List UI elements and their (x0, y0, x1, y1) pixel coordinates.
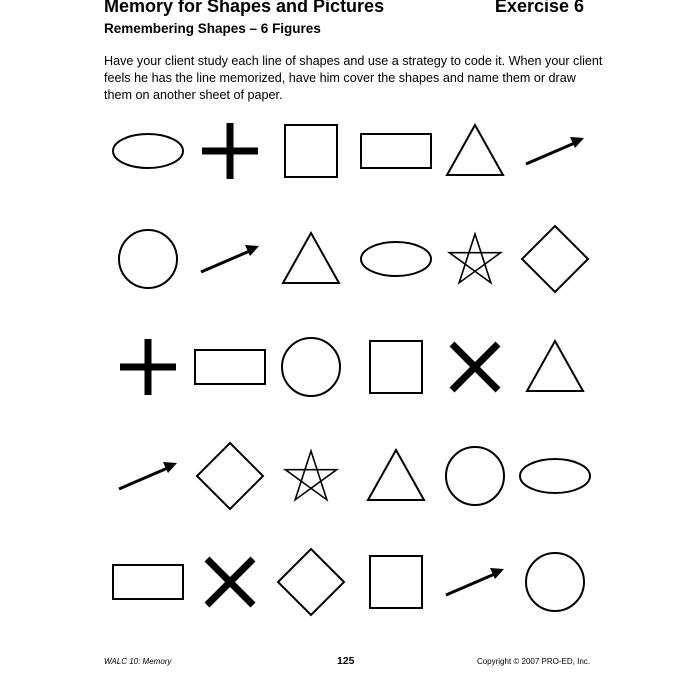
square-shape (356, 327, 436, 407)
page-number: 125 (337, 655, 355, 667)
exercise-label: Exercise 6 (494, 0, 584, 16)
rectangle-shape (356, 111, 436, 191)
ellipse-shape (356, 219, 436, 299)
triangle-shape (356, 436, 436, 516)
arrow-shape (108, 436, 188, 516)
diamond-shape (271, 542, 351, 622)
ellipse-shape (108, 111, 188, 191)
plus-shape (190, 111, 270, 191)
instructions-text: Have your client study each line of shapes and use a strategy to code it. When your client feels he has the line memorized, have him cover the shapes and name them or draw them on another sheet of paper. (104, 54, 603, 102)
page-title: Memory for Shapes and Pictures (104, 0, 385, 16)
star-shape (435, 219, 515, 299)
square-shape (271, 111, 351, 191)
ellipse-shape (515, 436, 595, 516)
diamond-shape (190, 436, 270, 516)
footer-copyright: Copyright © 2007 PRO-ED, Inc. (476, 657, 590, 666)
rectangle-shape (190, 327, 270, 407)
x-cross-shape (435, 327, 515, 407)
circle-shape (435, 436, 515, 516)
x-cross-shape (190, 542, 270, 622)
arrow-shape (190, 219, 270, 299)
plus-shape (108, 327, 188, 407)
arrow-shape (515, 111, 595, 191)
circle-shape (271, 327, 351, 407)
square-shape (356, 542, 436, 622)
arrow-shape (435, 542, 515, 622)
page-subtitle: Remembering Shapes – 6 Figures (104, 21, 321, 36)
triangle-shape (435, 111, 515, 191)
diamond-shape (515, 219, 595, 299)
circle-shape (515, 542, 595, 622)
circle-shape (108, 219, 188, 299)
star-shape (271, 436, 351, 516)
triangle-shape (515, 327, 595, 407)
footer-book-title: WALC 10: Memory (104, 657, 172, 666)
triangle-shape (271, 219, 351, 299)
rectangle-shape (108, 542, 188, 622)
